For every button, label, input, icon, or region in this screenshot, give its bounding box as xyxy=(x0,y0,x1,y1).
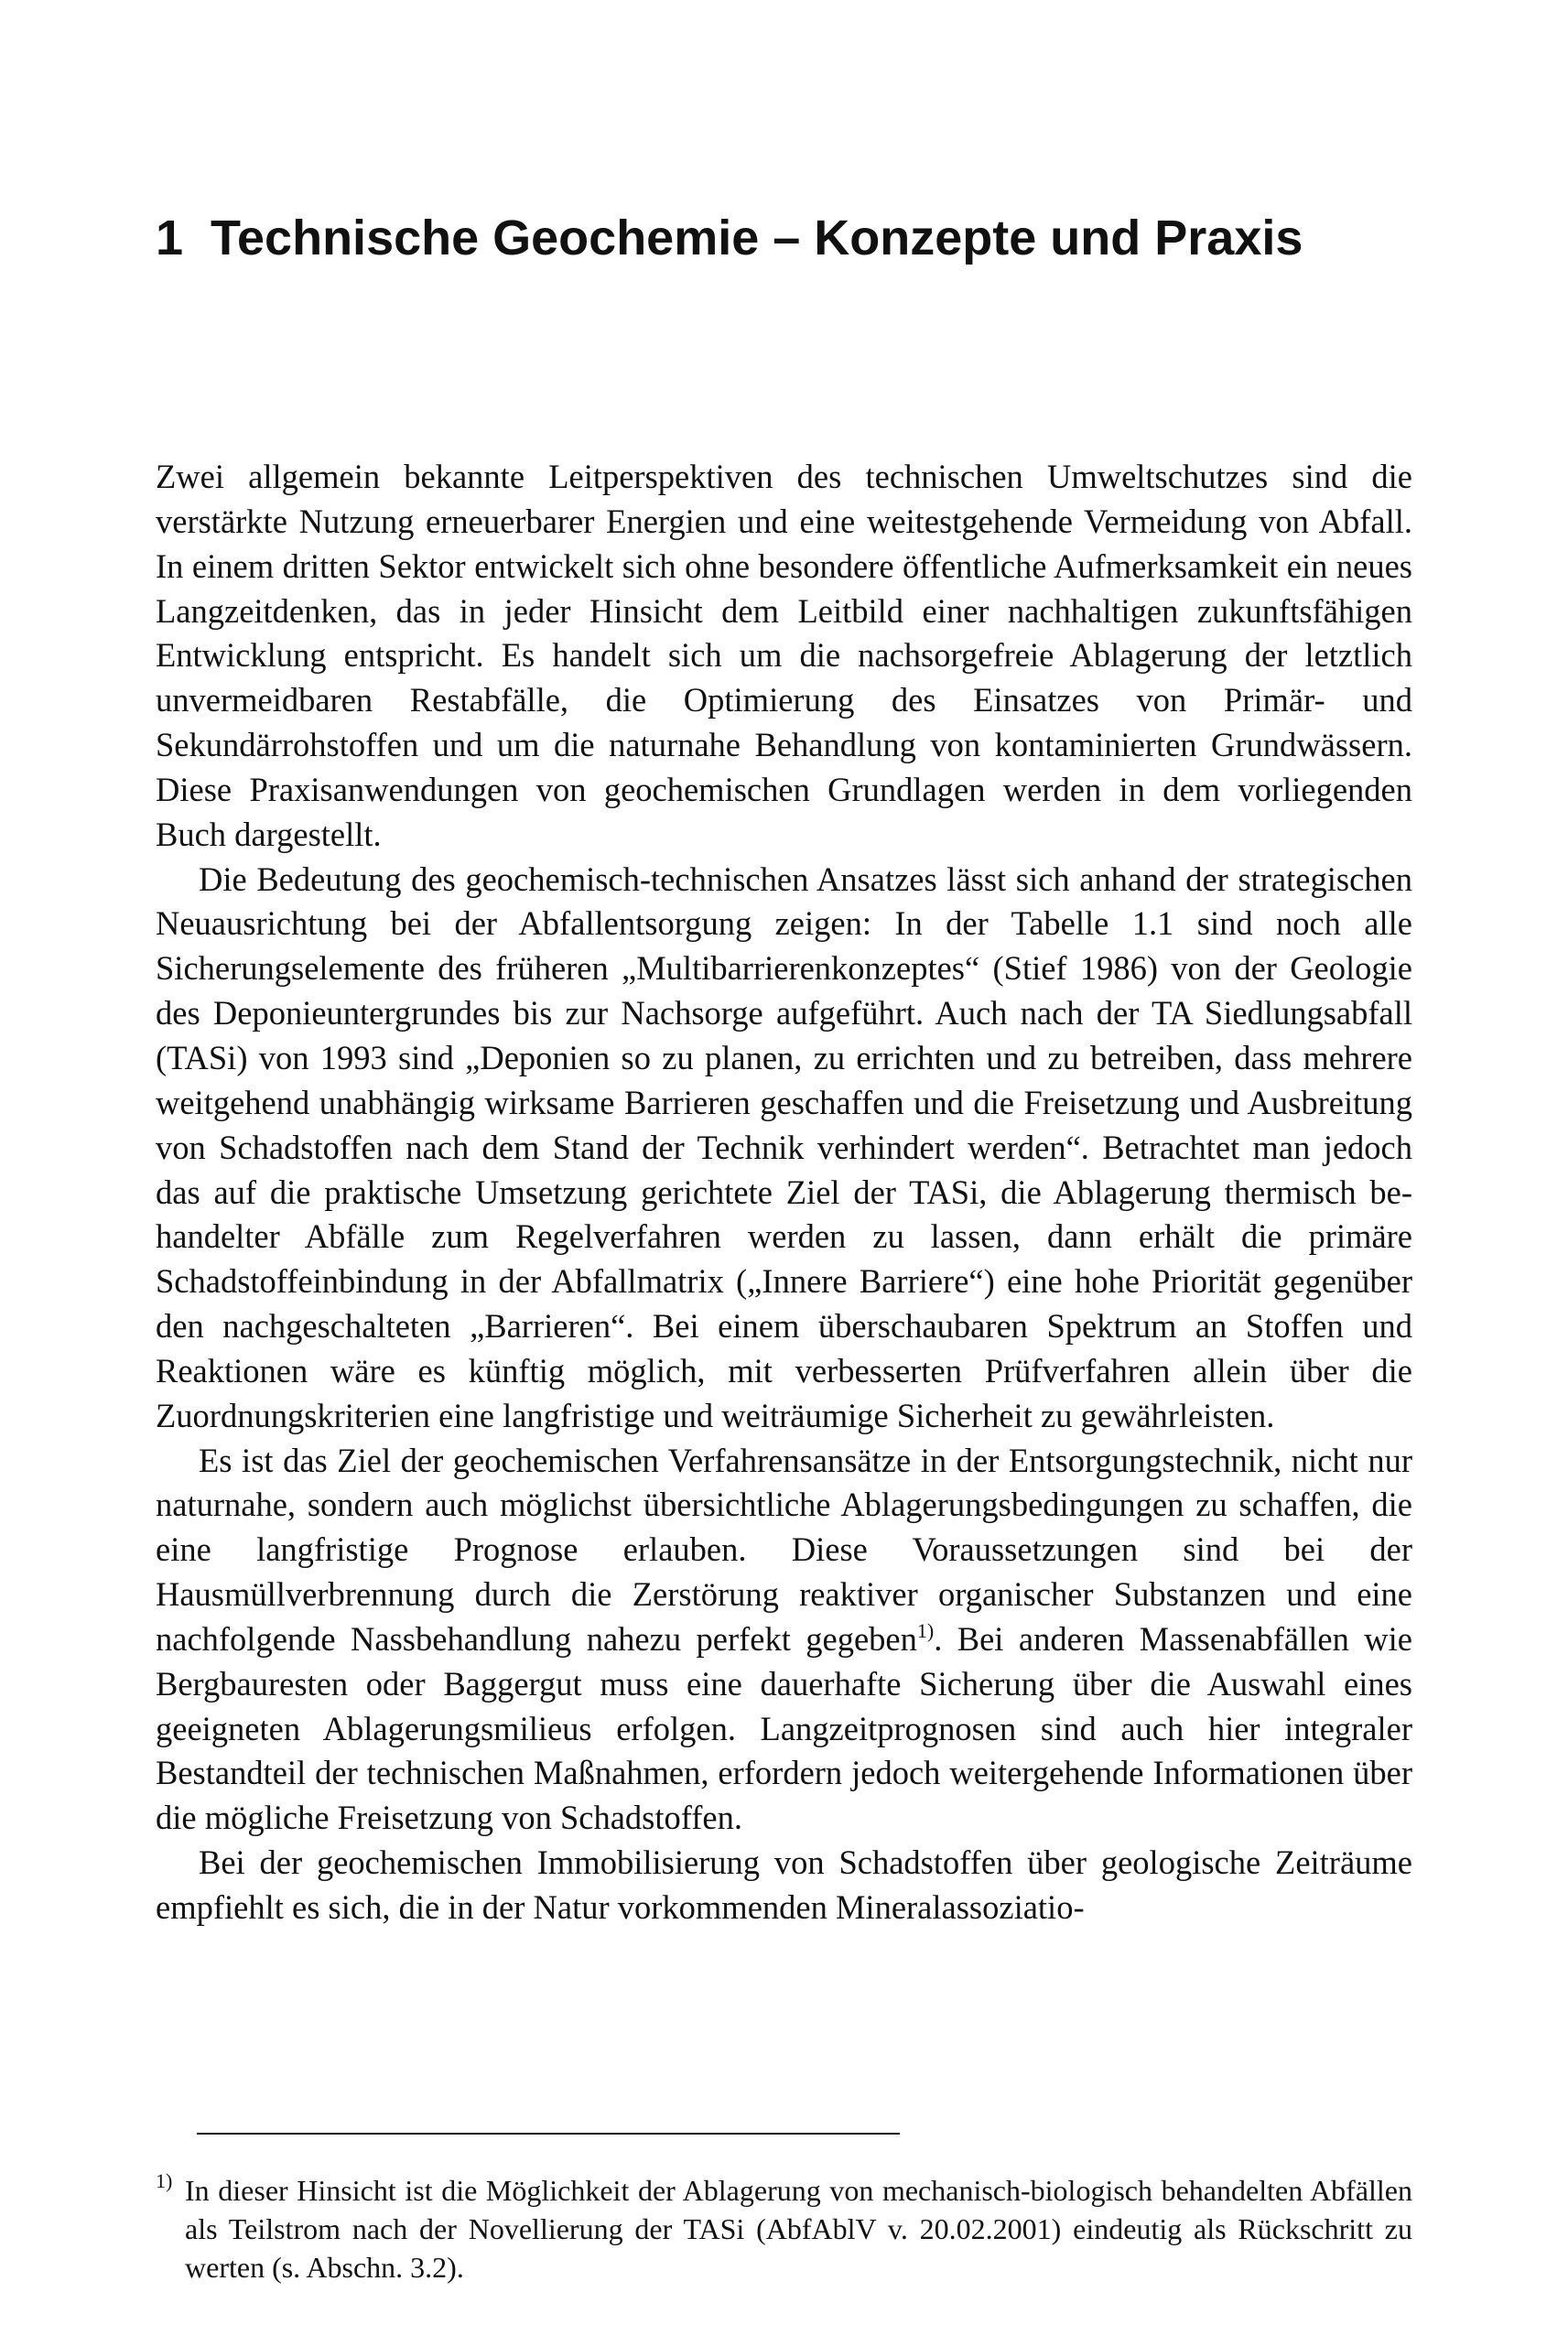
paragraph-2: Die Bedeutung des geochemisch-technischen Ansatzes lässt sich anhand der strategischen Neuausrichtung bei der Abfallentsorgung zeigen: In der Tabelle 1.1 sind noch alle Sicherungselemente des früheren „Multibarrierenkonzeptes“ (Stief 1986) von der Geologie des Deponieuntergrundes bis zur Nachsorge aufgeführt. Auch nach der TA Siedlungsabfall (TASi) von 1993 sind „Deponien so zu planen, zu errichten und zu betreiben, dass mehrere weitgehend unabhängig wirksame Barrieren geschaffen und die Freisetzung und Ausbreitung von Schadstoffen nach dem Stand der Technik verhindert werden“. Betrachtet man jedoch das auf die praktische Umsetzung gerichtete Ziel der TASi, die Ablagerung thermisch behandelter Abfälle zum Regelverfahren werden zu lassen, dann erhält die primäre Schadstoffeinbindung in der Abfallmatrix („Innere Barriere“) eine hohe Priorität gegenüber den nachgeschalteten „Barrieren“. Bei einem überschaubaren Spektrum an Stoffen und Reaktionen wäre es künftig möglich, mit verbesserten Prüfverfahren allein über die Zuordnungskriterien eine langfristige und weiträumige Sicherheit zu gewährleisten. xyxy=(156,859,1412,1434)
paragraph-3 xyxy=(156,1439,1412,1842)
paragraph-1: Zwei allgemein bekannte Leitperspektiven des technischen Umweltschutzes sind die verstärkte Nutzung erneuerbarer Energien und eine weitestgehende Vermeidung von Abfall. In einem dritten Sektor entwickelt sich ohne besondere öffentliche Aufmerksamkeit ein neues Langzeitdenken, das in jeder Hinsicht dem Leitbild einer nachhaltigen zukunftsfähigen Entwicklung entspricht. Es handelt sich um die nachsorgefreie Ablagerung der letztlich unvermeidbaren Restabfälle, die Optimierung des Einsatzes von Primär- und Sekundärrohstoffen und um die naturnahe Behandlung von kontaminierten Grundwässern. Diese Praxisanwendungen von geochemischen Grundlagen werden in dem vorliegenden Buch dargestellt. xyxy=(156,458,1412,853)
paragraph-3-part-1: Es ist das Ziel der geochemischen Verfahrensansätze in der Entsorgungstechnik, nicht nur naturnahe, sondern auch möglichst übersichtliche Ablagerungsbedingungen zu schaffen, die eine langfristige Prognose erlauben. Diese Voraussetzungen sind bei der Hausmüllverbrennung durch die Zerstörung reaktiver organischer Substanzen und eine nachfolgende Nassbehandlung nahezu perfekt gegeben xyxy=(156,1441,1412,1658)
footnote-marker: 1) xyxy=(156,2169,173,2192)
paragraph-4: Bei der geochemischen Immobilisierung von Schadstoffen über geologische Zeiträume empfiehlt es sich, die in der Natur vorkommenden Mineralassoziatio- xyxy=(156,1843,1412,1926)
paragraph-3-part-2: . Bei anderen Massenabfällen wie Bergbauresten oder Baggergut muss eine dauerhafte Sicherung über die Auswahl eines geeigneten Ablagerungsmilieus erfolgen. Langzeitprognosen sind auch hier integraler Bestandteil der technischen Maßnahmen, erfordern jedoch weitergehende Informationen über die mögliche Freisetzung von Schadstoffen. xyxy=(156,1619,1412,1837)
chapter-heading xyxy=(156,209,1303,267)
document-page xyxy=(156,0,1412,2346)
footnote-text: In dieser Hinsicht ist die Möglichkeit der Ablagerung von mechanisch-biologisch behandelten Abfällen als Teilstrom nach der Novellierung der TASi (AbfAblV v. 20.02.2001) eindeutig als Rückschritt zu werten (s. Abschn. 3.2). xyxy=(185,2174,1412,2284)
footnote xyxy=(156,2171,1412,2287)
chapter-title: Technische Geochemie – Konzepte und Praxis xyxy=(211,211,1303,265)
footnote-divider xyxy=(197,2133,900,2135)
chapter-number: 1 xyxy=(156,211,184,265)
footnote-reference[interactable]: 1) xyxy=(916,1618,935,1642)
body-text xyxy=(156,455,1412,1930)
